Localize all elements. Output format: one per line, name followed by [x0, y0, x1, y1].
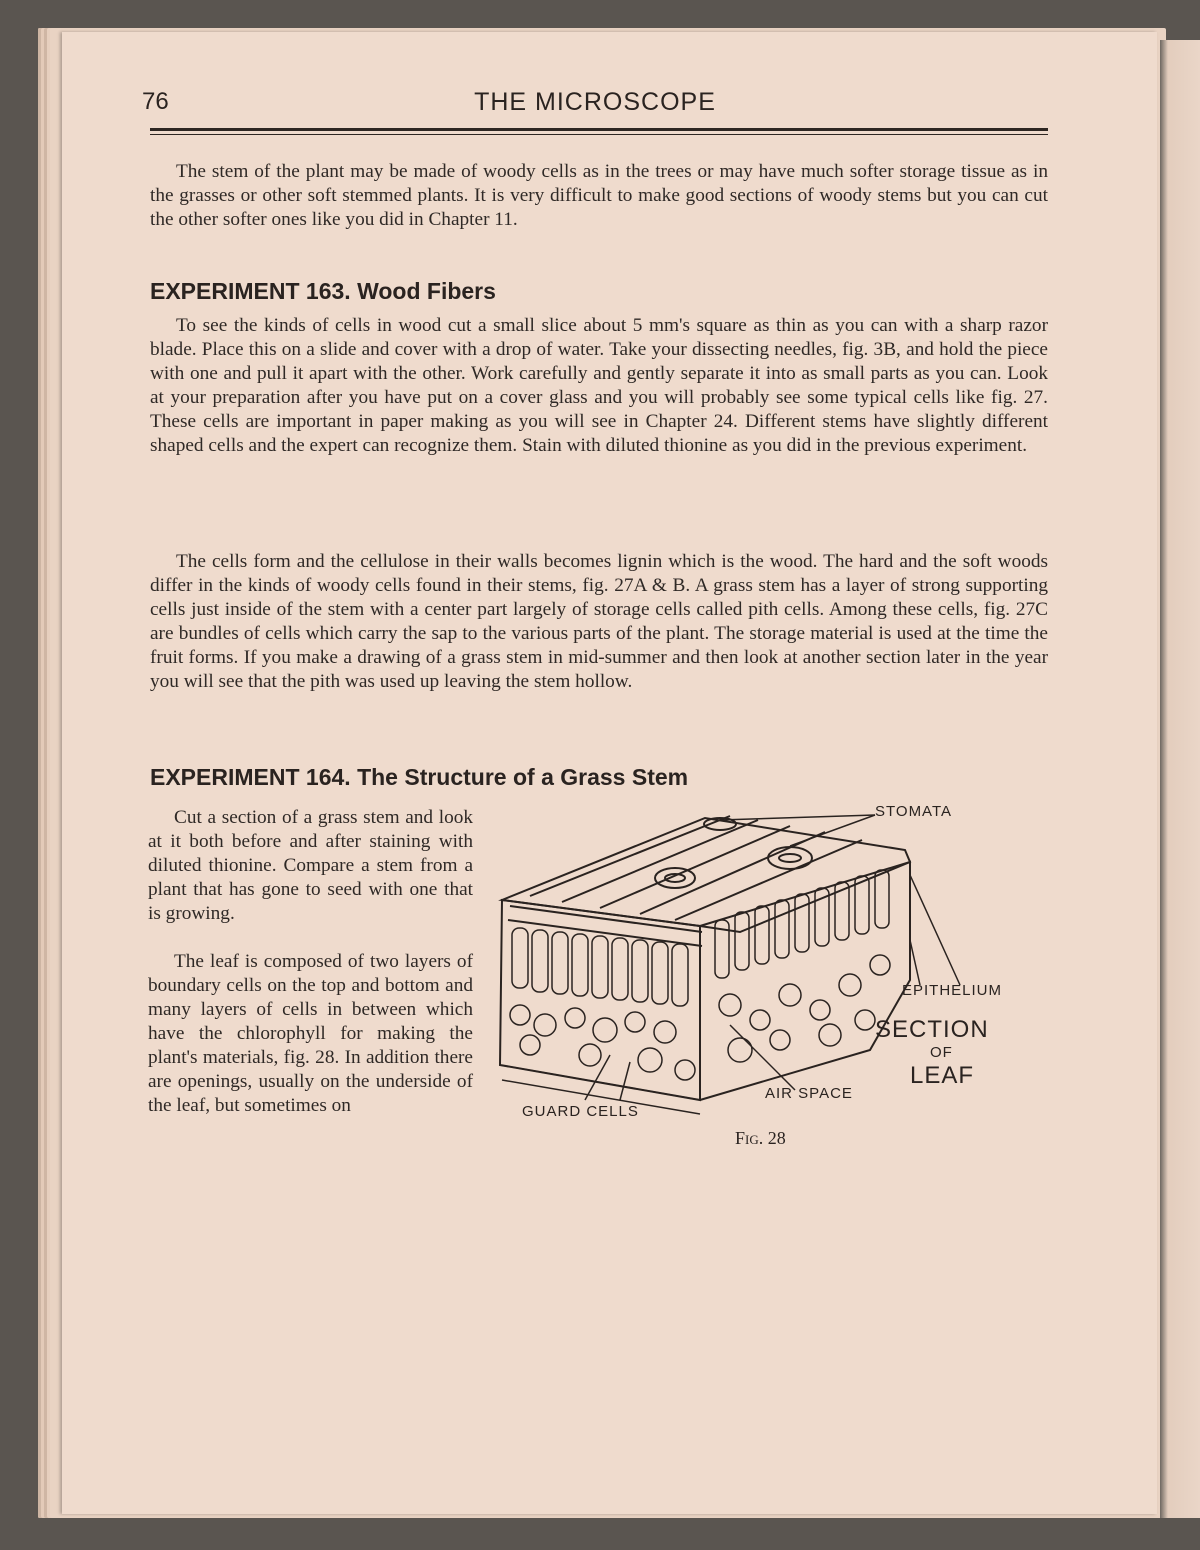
experiment-164-paragraph-2: The leaf is composed of two layers of boundary cells on the top and bottom and many layers of cells in between which have the chlorophyll for making the plant's materials, fig. 28. In addition there are openings, usually on the underside of the leaf, but sometimes on	[148, 951, 473, 1116]
page-number: 76	[142, 88, 169, 115]
label-stomata: STOMATA	[875, 803, 953, 820]
experiment-163-heading: EXPERIMENT 163. Wood Fibers	[150, 278, 496, 304]
label-epithelium: EPITHELIUM	[902, 982, 1003, 999]
experiment-164-paragraph-1: Cut a section of a grass stem and look at it both before and after staining with diluted thionine. Compare a stem from a plant that has gone to seed with one that is growing.	[148, 807, 473, 924]
header-rule-thin	[150, 134, 1048, 135]
next-page-edge	[1160, 40, 1200, 1518]
label-of: OF	[930, 1044, 953, 1061]
label-guard-cells: GUARD CELLS	[522, 1103, 639, 1120]
experiment-163-paragraph-1: To see the kinds of cells in wood cut a small slice about 5 mm's square as thin as you can with a sharp razor blade. Place this on a slide and cover with a drop of water. Take your dissecting needles, fig. 3B, and hold the piece with one and pull it apart with the other. Work carefully and gently separate it into as small parts as you can. Look at your preparation after you have put on a cover glass and you will probably see some typical cells like fig. 27. These cells are important in paper making as you will see in Chapter 24. Different stems have slightly different shaped cells and the expert can recognize them. Stain with diluted thionine as you did in the previous experiment.	[150, 315, 1048, 456]
label-air-space: AIR SPACE	[765, 1085, 853, 1102]
label-leaf: LEAF	[910, 1062, 975, 1089]
page-header	[142, 88, 1048, 122]
experiment-163-paragraph-2: The cells form and the cellulose in their walls becomes lignin which is the wood. The hard and the soft woods differ in the kinds of woody cells found in their stems, fig. 27A & B. A grass stem has a layer of strong supporting cells just inside of the stem with a center part largely of storage cells called pith cells. Among these cells, fig. 27C are bundles of cells which carry the sap to the various parts of the plant. The storage material is used at the time the fruit forms. If you make a drawing of a grass stem in mid-summer and then look at another section later in the year you will see that the pith was used up leaving the stem hollow.	[150, 551, 1048, 692]
figure-leaf-section	[490, 800, 1050, 1170]
figure-caption: Fig. 28	[735, 1128, 786, 1148]
intro-paragraph: The stem of the plant may be made of woody cells as in the trees or may have much softer storage tissue as in the grasses or other soft stemmed plants. It is very difficult to make good sections of woody stems but you can cut the other softer ones like you did in Chapter 11.	[150, 161, 1048, 230]
header-rule-thick	[150, 128, 1048, 131]
label-section: SECTION	[875, 1016, 989, 1043]
running-title: THE MICROSCOPE	[474, 88, 716, 116]
experiment-164-heading: EXPERIMENT 164. The Structure of a Grass Stem	[150, 764, 689, 790]
